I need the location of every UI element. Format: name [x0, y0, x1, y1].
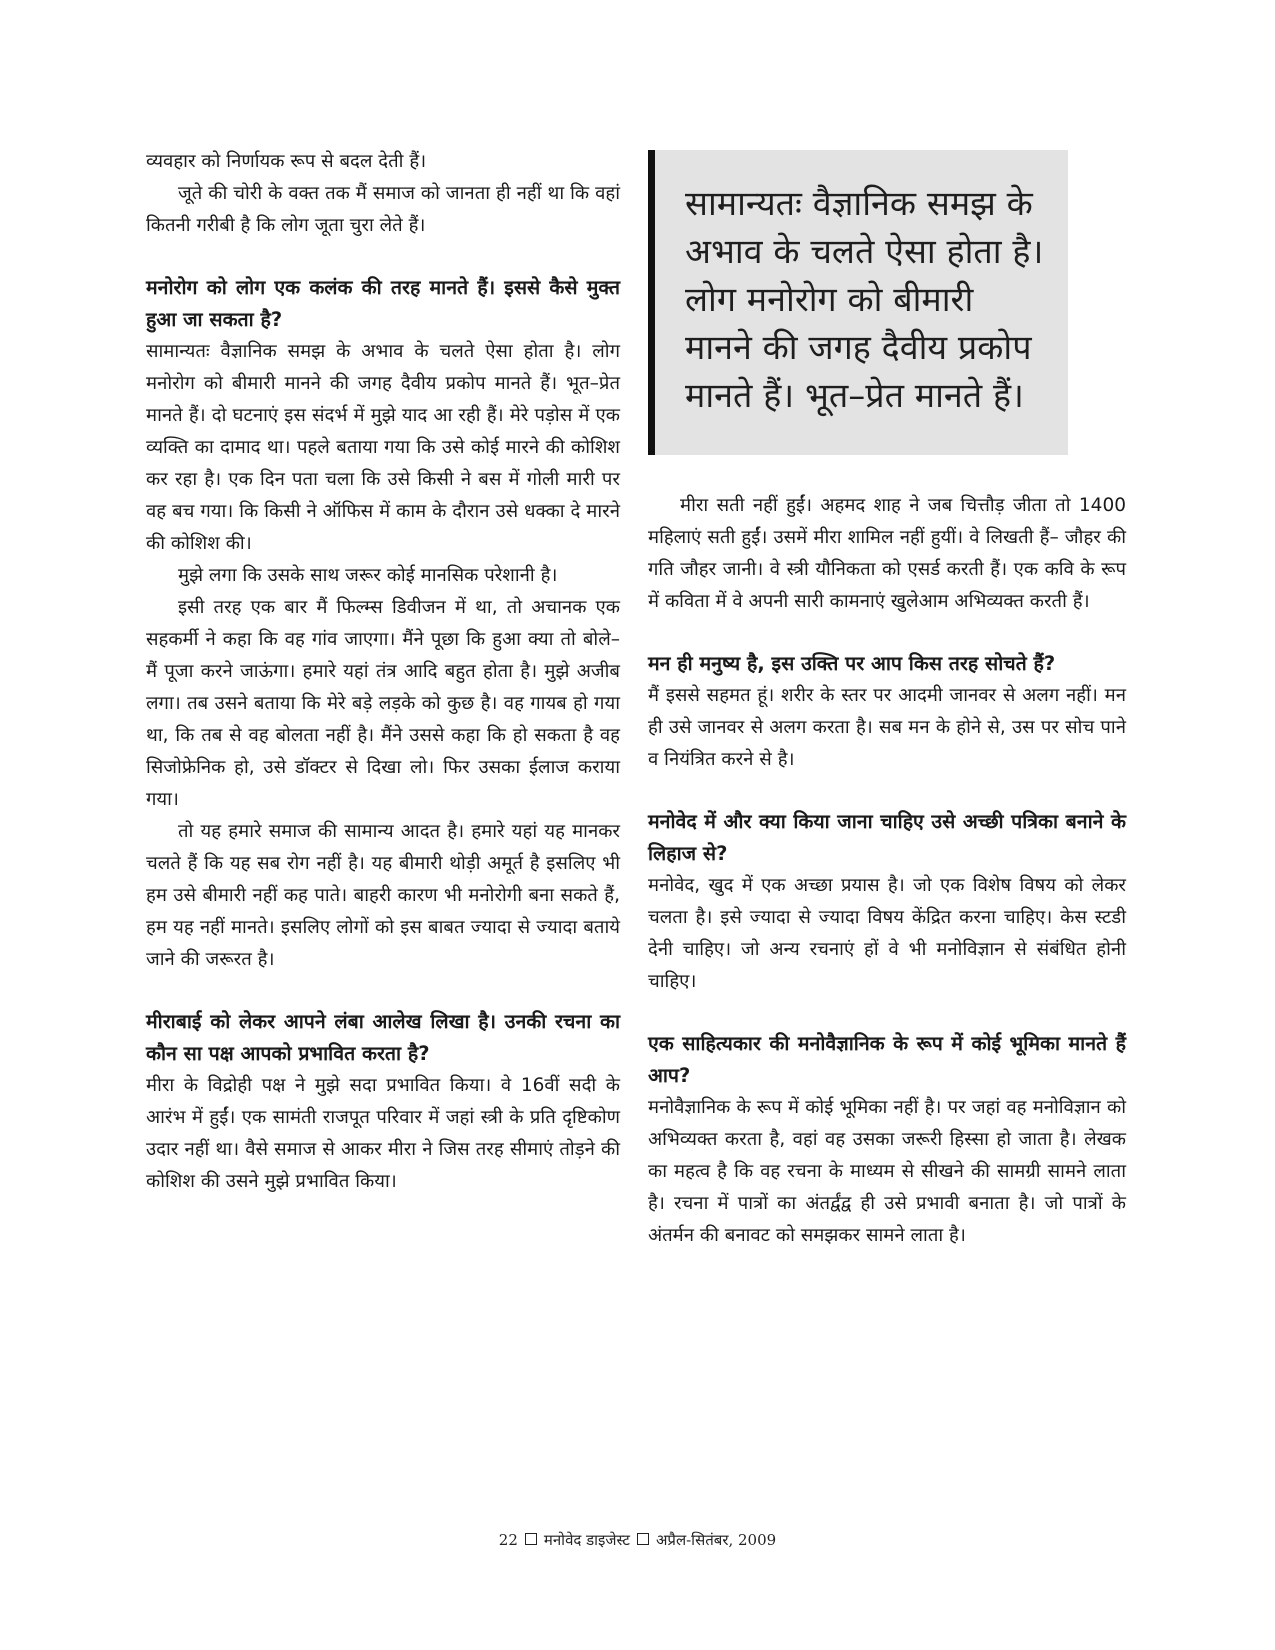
answer-paragraph: मनोवेद, खुद में एक अच्छा प्रयास है। जो एक विशेष विषय को लेकर चलता है। इसे ज्यादा से ज्यादा विषय केंद्रित करना चाहिए। केस स्टडी देनी चाहिए। जो अन्य रचनाएं हों वे भी मनोविज्ञान से संबंधित होनी चाहिए। — [648, 875, 1126, 992]
square-separator-icon — [637, 1533, 649, 1545]
square-separator-icon — [525, 1533, 537, 1545]
answer-paragraph: मुझे लगा कि उसके साथ जरूर कोई मानसिक परेशानी है। — [178, 565, 558, 586]
question-heading: मनोरोग को लोग एक कलंक की तरह मानते हैं। इससे कैसे मुक्त हुआ जा सकता है? — [146, 276, 620, 331]
paragraph: मीरा सती नहीं हुईं। अहमद शाह ने जब चित्तौड़ जीता तो 1400 महिलाएं सती हुईं। उसमें मीरा शामिल नहीं हुयीं। वे लिखती हैं– जौहर की गति जौहर जानी। वे स्त्री यौनिकता को एसर्ड करती हैं। एक कवि के रूप में कविता में वे अपनी सारी कामनाएं खुलेआम अभिव्यक्त करती हैं। — [648, 495, 1126, 612]
left-column — [146, 146, 620, 1198]
question-heading: मीराबाई को लेकर आपने लंबा आलेख लिखा है। उनकी रचना का कौन सा पक्ष आपको प्रभावित करता है? — [146, 1010, 620, 1065]
page-footer — [0, 1530, 1275, 1550]
page-number: 22 — [498, 1531, 518, 1549]
right-column — [648, 490, 1126, 1252]
answer-paragraph: सामान्यतः वैज्ञानिक समझ के अभाव के चलते ऐसा होता है। लोग मनोरोग को बीमारी मानने की जगह दैवीय प्रकोप मानते हैं। भूत–प्रेत मानते हैं। दो घटनाएं इस संदर्भ में मुझे याद आ रही हैं। मेरे पड़ोस में एक व्यक्ति का दामाद था। पहले बताया गया कि उसे कोई मारने की कोशिश कर रहा है। एक दिन पता चला कि उसे किसी ने बस में गोली मारी पर वह बच गया। कि किसी ने ऑफिस में काम के दौरान उसे धक्का दे मारने की कोशिश की। — [146, 341, 620, 554]
answer-paragraph: मैं इससे सहमत हूं। शरीर के स्तर पर आदमी जानवर से अलग नहीं। मन ही उसे जानवर से अलग करता है। सब मन के होने से, उस पर सोच पाने व नियंत्रित करने से है। — [648, 685, 1126, 770]
paragraph: व्यवहार को निर्णायक रूप से बदल देती हैं। — [146, 151, 427, 172]
answer-paragraph: तो यह हमारे समाज की सामान्य आदत है। हमारे यहां यह मानकर चलते हैं कि यह सब रोग नहीं है। यह बीमारी थोड़ी अमूर्त है इसलिए भी हम उसे बीमारी नहीं कह पाते। बाहरी कारण भी मनोरोगी बना सकते हैं, हम यह नहीं मानते। इसलिए लोगों को इस बाबत ज्यादा से ज्यादा बताये जाने की जरूरत है। — [146, 821, 620, 970]
magazine-name: मनोवेद डाइजेस्ट — [543, 1531, 630, 1549]
issue-date: अप्रैल-सितंबर, 2009 — [655, 1531, 777, 1549]
paragraph: जूते की चोरी के वक्त तक मैं समाज को जानता ही नहीं था कि वहां कितनी गरीबी है कि लोग जूता चुरा लेते हैं। — [146, 183, 620, 236]
question-heading: मन ही मनुष्य है, इस उक्ति पर आप किस तरह सोचते हैं? — [648, 652, 1056, 675]
answer-paragraph: इसी तरह एक बार मैं फिल्म्स डिवीजन में था, तो अचानक एक सहकर्मी ने कहा कि वह गांव जाएगा। मैंने पूछा कि हुआ क्या तो बोले– मैं पूजा करने जाऊंगा। हमारे यहां तंत्र आदि बहुत होता है। मुझे अजीब लगा। तब उसने बताया कि मेरे बड़े लड़के को कुछ है। वह गायब हो गया था, कि तब से वह बोलता नहीं है। मैंने उससे कहा कि हो सकता है वह सिजोफ्रेनिक हो, उसे डॉक्टर से दिखा लो। फिर उसका ईलाज कराया गया। — [146, 597, 620, 810]
pull-quote: सामान्यतः वैज्ञानिक समझ के अभाव के चलते ऐसा होता है। लोग मनोरोग को बीमारी मानने की जगह दैवीय प्रकोप मानते हैं। भूत–प्रेत मानते हैं। — [648, 150, 1068, 455]
answer-paragraph: मनोवैज्ञानिक के रूप में कोई भूमिका नहीं है। पर जहां वह मनोविज्ञान को अभिव्यक्त करता है, वहां वह उसका जरूरी हिस्सा हो जाता है। लेखक का महत्व है कि वह रचना के माध्यम से सीखने की सामग्री सामने लाता है। रचना में पात्रों का अंतर्द्वंद्व ही उसे प्रभावी बनाता है। जो पात्रों के अंतर्मन की बनावट को समझकर सामने लाता है। — [648, 1097, 1126, 1246]
answer-paragraph: मीरा के विद्रोही पक्ष ने मुझे सदा प्रभावित किया। वे 16वीं सदी के आरंभ में हुईं। एक सामंती राजपूत परिवार में जहां स्त्री के प्रति दृष्टिकोण उदार नहीं था। वैसे समाज से आकर मीरा ने जिस तरह सीमाएं तोड़ने की कोशिश की उसने मुझे प्रभावित किया। — [146, 1075, 620, 1192]
question-heading: एक साहित्यकार की मनोवैज्ञानिक के रूप में कोई भूमिका मानते हैं आप? — [648, 1032, 1126, 1087]
question-heading: मनोवेद में और क्या किया जाना चाहिए उसे अच्छी पत्रिका बनाने के लिहाज से? — [648, 810, 1126, 865]
